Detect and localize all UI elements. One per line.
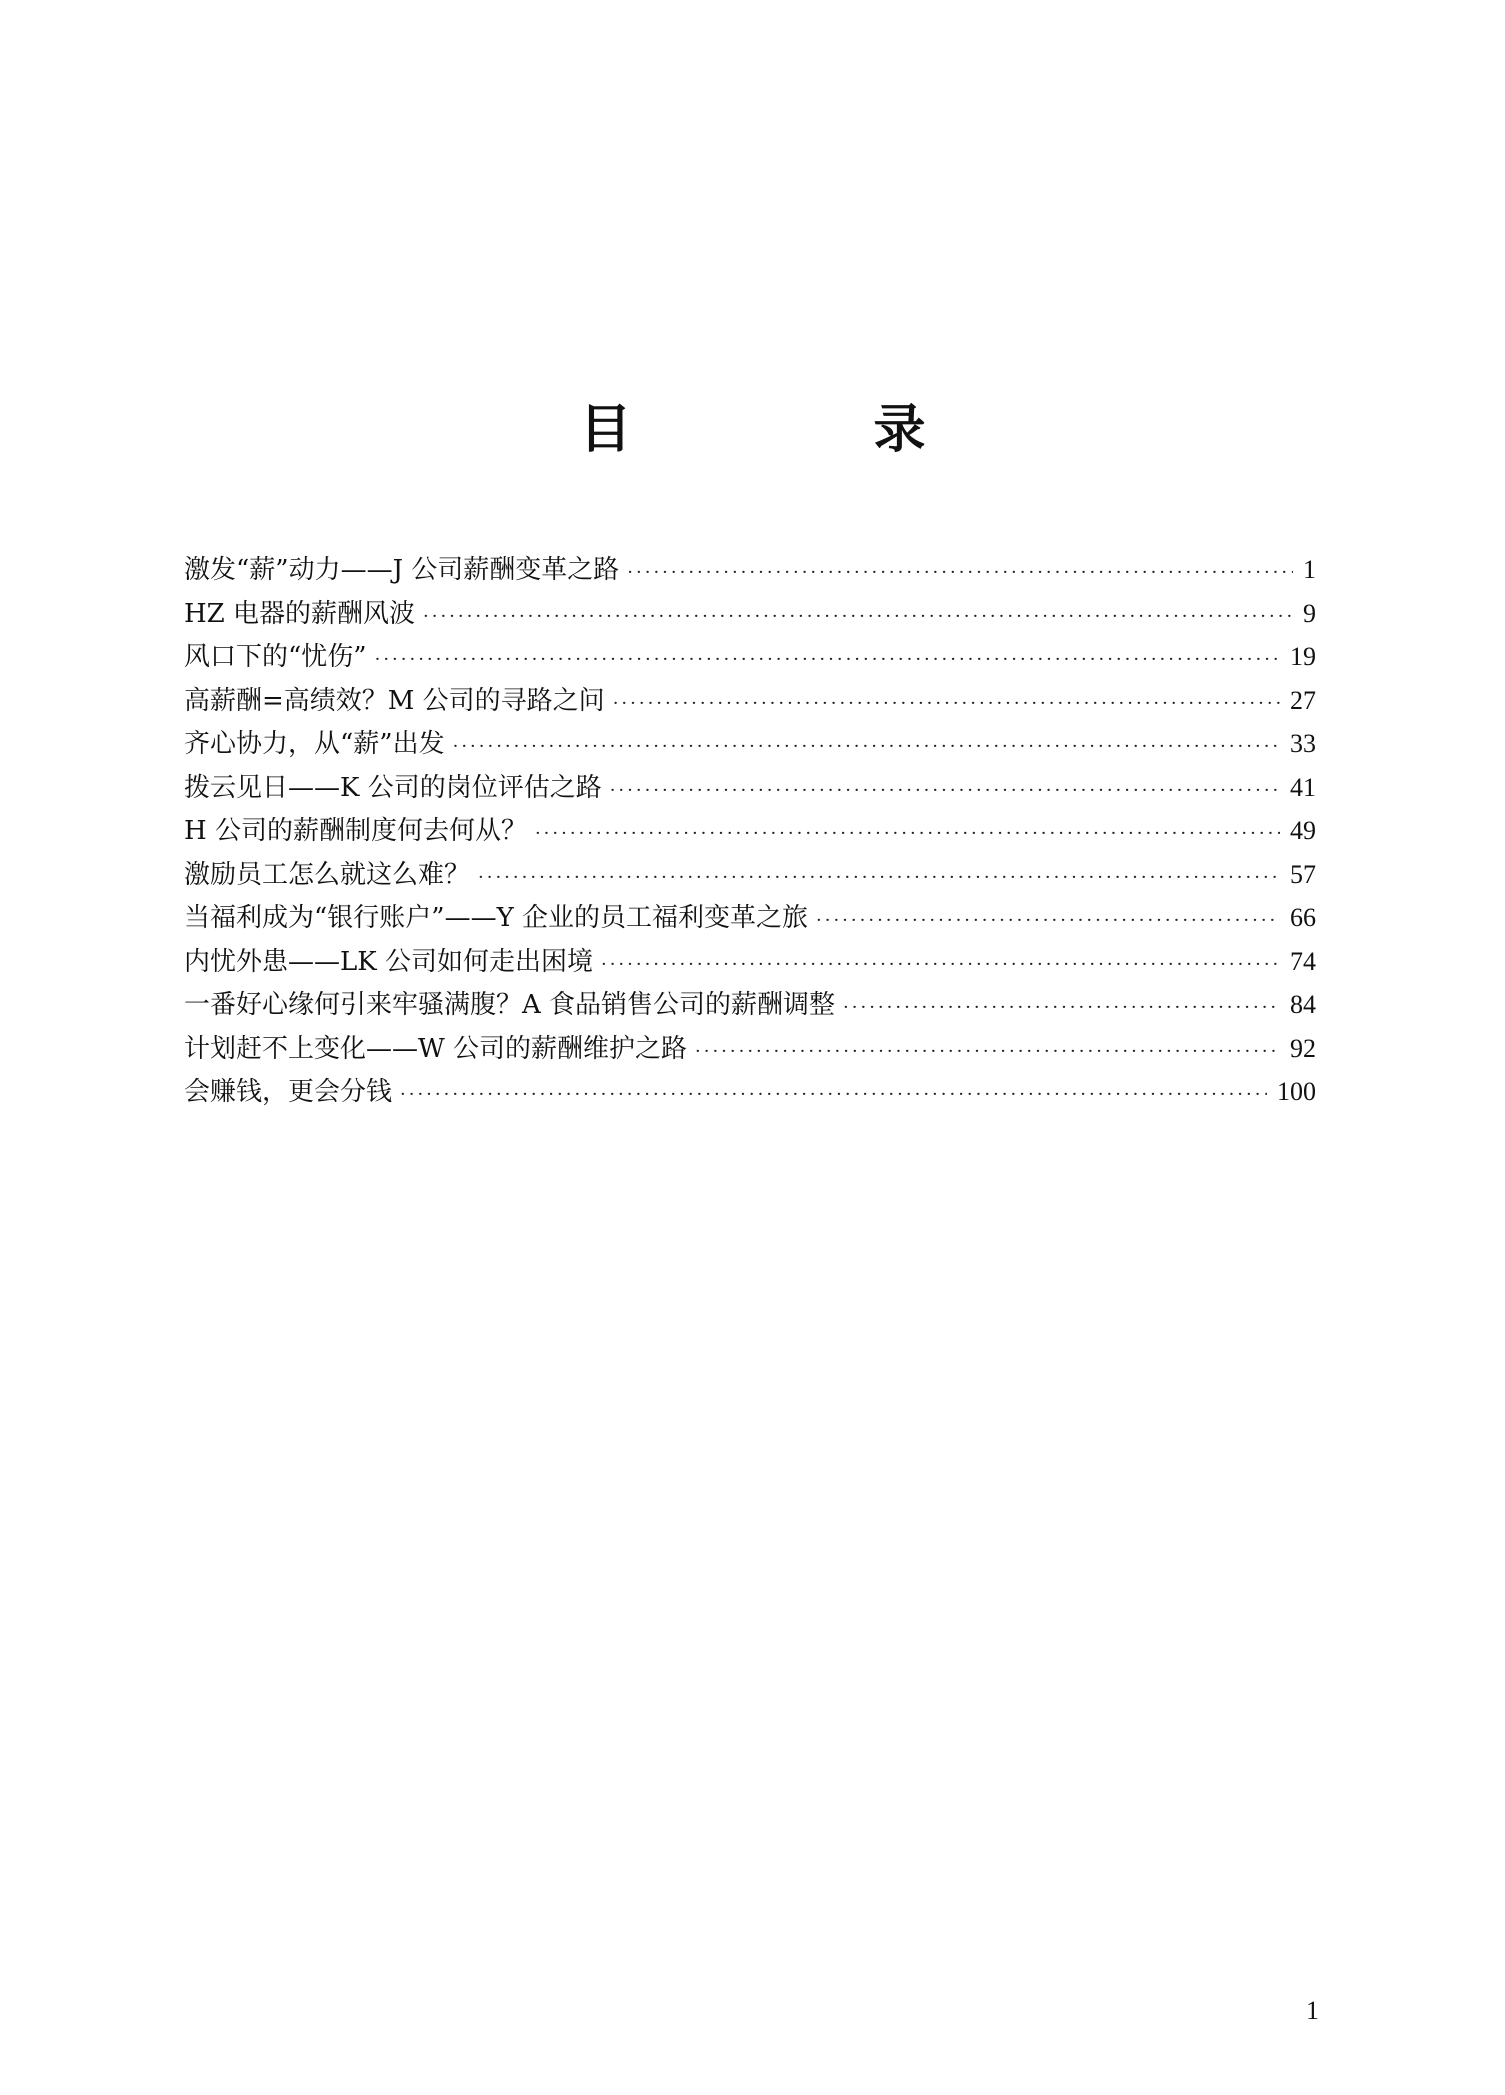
dot-leader xyxy=(843,986,1280,1030)
dot-leader xyxy=(610,769,1280,813)
toc-entry-title: 齐心协力，从“薪”出发 xyxy=(184,729,445,759)
dot-leader xyxy=(400,1073,1267,1117)
toc-entry-title: 高薪酬=高绩效？M 公司的寻路之问 xyxy=(184,685,605,716)
toc-entry[interactable] xyxy=(184,1070,1316,1114)
toc-entry-page: 19 xyxy=(1290,642,1316,671)
toc-entry-title: 拨云见日——K 公司的岗位评估之路 xyxy=(184,772,602,803)
toc-entry-page: 84 xyxy=(1290,990,1316,1019)
toc-entry[interactable] xyxy=(184,896,1316,940)
dot-leader xyxy=(613,682,1280,726)
dot-leader xyxy=(453,725,1280,769)
toc-entry-title: 计划赶不上变化——W 公司的薪酬维护之路 xyxy=(184,1033,687,1064)
toc-entry[interactable] xyxy=(184,766,1316,810)
dot-leader xyxy=(601,943,1280,987)
toc-entry-page: 1 xyxy=(1303,555,1316,584)
toc-entry[interactable] xyxy=(184,679,1316,723)
toc-entry[interactable] xyxy=(184,809,1316,853)
table-of-contents xyxy=(184,548,1316,1114)
toc-entry-page: 100 xyxy=(1277,1077,1316,1106)
dot-leader xyxy=(535,812,1280,856)
toc-entry-title: H 公司的薪酬制度何去何从？ xyxy=(184,816,527,846)
toc-entry-page: 74 xyxy=(1290,946,1316,976)
dot-leader xyxy=(423,595,1293,639)
toc-entry[interactable] xyxy=(184,1027,1316,1071)
toc-entry-title: 激发“薪”动力——J 公司薪酬变革之路 xyxy=(184,555,620,585)
toc-entry[interactable] xyxy=(184,853,1316,897)
dot-leader xyxy=(375,638,1280,682)
toc-entry[interactable] xyxy=(184,635,1316,679)
toc-entry-page: 57 xyxy=(1290,859,1316,889)
page-number: 1 xyxy=(1306,1996,1319,2025)
toc-entry-title: 当福利成为“银行账户”——Y 企业的员工福利变革之旅 xyxy=(184,903,809,933)
dot-leader xyxy=(627,551,1293,595)
dot-leader xyxy=(816,899,1280,943)
toc-entry-title: 内忧外患——LK 公司如何走出困境 xyxy=(184,946,593,977)
toc-entry-page: 33 xyxy=(1290,729,1316,758)
dot-leader xyxy=(695,1030,1280,1074)
toc-entry-page: 41 xyxy=(1290,772,1316,802)
toc-entry[interactable] xyxy=(184,722,1316,766)
toc-entry-page: 27 xyxy=(1290,685,1316,715)
page-title: 目 录 xyxy=(579,399,1021,460)
toc-entry-title: 一番好心缘何引来牢骚满腹？A 食品销售公司的薪酬调整 xyxy=(184,990,836,1020)
toc-entry-title: HZ 电器的薪酬风波 xyxy=(184,598,416,629)
toc-entry-page: 92 xyxy=(1290,1033,1316,1063)
dot-leader xyxy=(478,856,1280,900)
toc-entry[interactable] xyxy=(184,983,1316,1027)
toc-entry-page: 66 xyxy=(1290,903,1316,932)
toc-entry-page: 49 xyxy=(1290,816,1316,845)
toc-entry-title: 会赚钱，更会分钱 xyxy=(184,1077,393,1107)
toc-entry[interactable] xyxy=(184,940,1316,984)
toc-entry[interactable] xyxy=(184,592,1316,636)
toc-entry-title: 风口下的“忧伤” xyxy=(184,642,367,672)
toc-entry-page: 9 xyxy=(1303,598,1316,628)
toc-entry[interactable] xyxy=(184,548,1316,592)
toc-entry-title: 激励员工怎么就这么难？ xyxy=(184,859,471,890)
